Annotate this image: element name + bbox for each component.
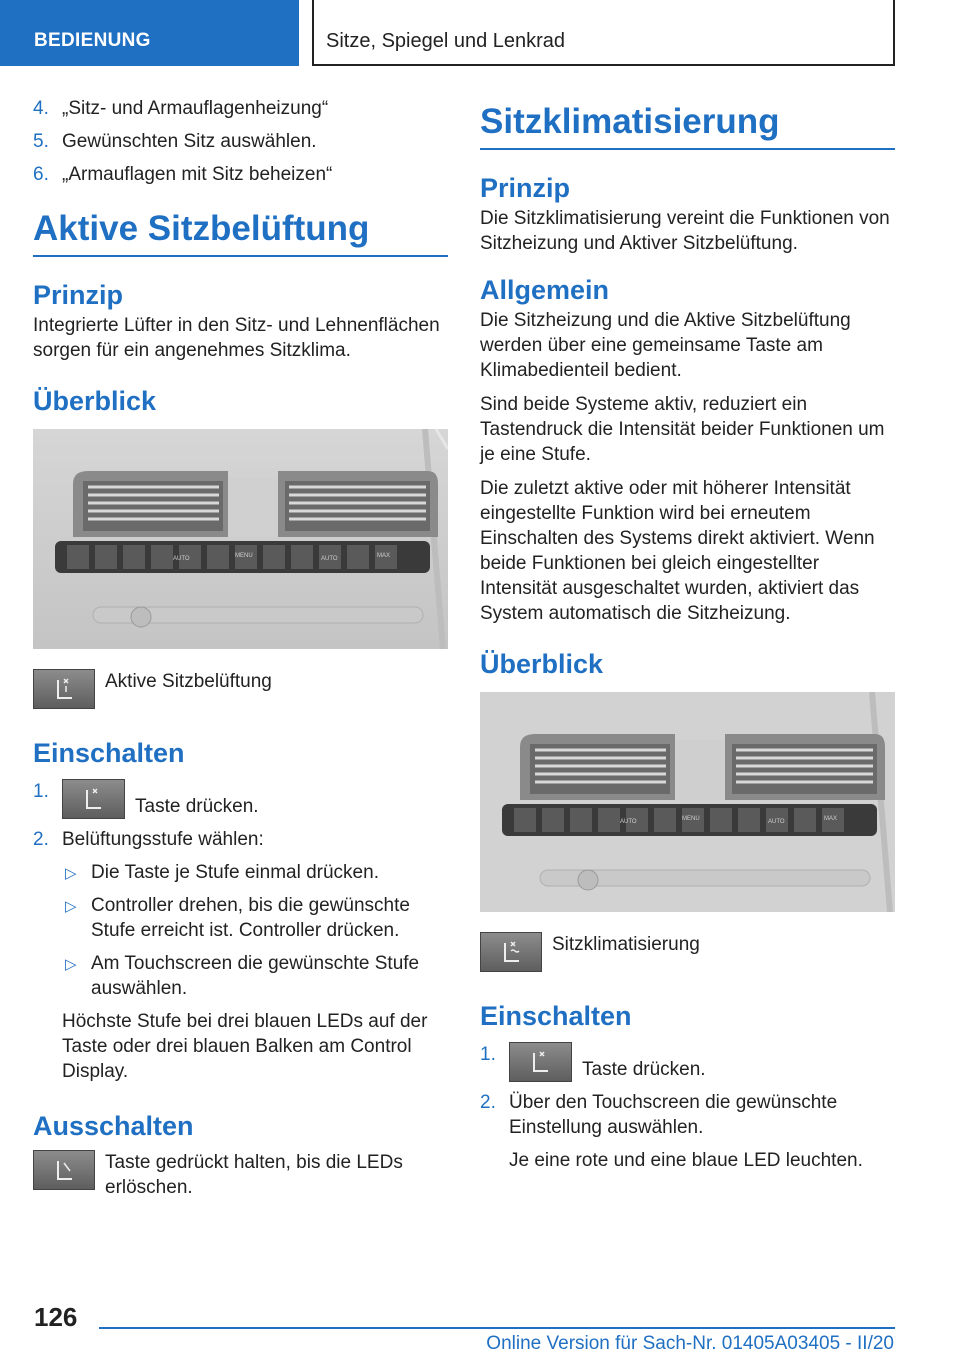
option-item: ▷ Die Taste je Stufe einmal drücken.: [65, 862, 379, 883]
heading-ueberblick: Überblick: [33, 386, 157, 416]
seat-vent-button-icon: [33, 1150, 95, 1190]
climate-panel-illustration: [480, 692, 895, 912]
seat-climate-button-icon: [480, 932, 542, 972]
option-item: ▷ Am Touchscreen die gewünschte Stufe auswählen.: [65, 953, 420, 999]
heading-ueberblick-right: Überblick: [480, 649, 604, 679]
heading-ausschalten: Ausschalten: [33, 1111, 194, 1141]
einschalten-step-2: 2. Belüftungsstufe wählen:: [33, 829, 264, 850]
climate-panel-illustration: [33, 429, 448, 649]
ausschalten-text: Taste gedrückt halten, bis die LEDs erlöschen.: [105, 1152, 403, 1198]
step-6: 6. „Armauflagen mit Sitz beheizen“: [33, 164, 333, 185]
climate-panel-photo-right: [480, 692, 895, 912]
section-tab: [0, 0, 299, 66]
panel-label-menu: MENU: [682, 816, 700, 822]
panel-label-menu: MENU: [235, 553, 253, 559]
allgemein-paragraph: Die zuletzt aktive oder mit höherer Intensität eingestellte Funktion wird bei erneutem Einschalten des Systems direkt aktiviert. Wenn beide Funktionen bei gleich eingestellter Intensität ausgeschaltet wurden, aktiviert das System automatisch die Sitzheizung.: [480, 478, 875, 624]
legend-sitzklimatisierung: [480, 932, 895, 972]
einschalten-steps: [33, 779, 448, 852]
ausschalten-row: [33, 1150, 448, 1200]
einschalten-step-1-right: 1. Taste drücken.: [480, 1044, 706, 1080]
allgemein-paragraph: Die Sitzheizung und die Aktive Sitzbelüftung werden über eine gemeinsame Taste am Klimabedienteil bedient.: [480, 310, 851, 381]
heading-einschalten-right: Einschalten: [480, 1001, 632, 1031]
allgemein-paragraph: Sind beide Systeme aktiv, reduziert ein Tastendruck die Intensität beider Funktionen um je eine Stufe.: [480, 394, 885, 465]
prinzip-text-right: Die Sitzklimatisierung vereint die Funktionen von Sitzheizung und Aktiver Sitzbelüftung.: [480, 208, 890, 254]
seat-climate-button-icon: [509, 1042, 572, 1082]
right-column: [480, 96, 895, 1173]
continued-steps: [33, 96, 448, 187]
option-item: ▷ Controller drehen, bis die gewünschte Stufe erreicht ist. Controller drücken.: [65, 895, 410, 941]
panel-label-auto: AUTO: [173, 556, 190, 562]
panel-label-max: MAX: [824, 816, 838, 822]
legend-sitzbelueftung: [33, 669, 448, 709]
allgemein-text: [480, 308, 895, 626]
heading-einschalten: Einschalten: [33, 738, 185, 768]
seat-vent-button-icon: [33, 669, 95, 709]
einschalten-step-2-right: 2. Über den Touchscreen die gewünschte Einstellung auswählen.: [480, 1092, 838, 1138]
step-4: 4. „Sitz- und Armauflagenheizung“: [33, 98, 329, 119]
climate-panel-photo: [33, 429, 448, 649]
panel-label-auto-2: AUTO: [768, 819, 785, 825]
section-title-sitzbelueftung: Aktive Sitzbelüftung: [33, 209, 448, 257]
page-number: 126: [34, 1302, 78, 1332]
chapter-box: [312, 0, 895, 66]
heading-prinzip-right: Prinzip: [480, 173, 571, 203]
heading-prinzip: Prinzip: [33, 280, 124, 310]
section-label: BEDIENUNG: [34, 30, 151, 51]
legend-label: Aktive Sitzbelüftung: [105, 671, 272, 692]
einschalten-options: [33, 860, 448, 1001]
einschalten-steps-right: [480, 1042, 895, 1140]
heading-allgemein: Allgemein: [480, 275, 610, 305]
einschalten-step-1: 1. Taste drücken.: [33, 781, 259, 817]
led-note-right: Je eine rote und eine blaue LED leuchten.: [509, 1150, 863, 1171]
panel-label-auto: AUTO: [620, 819, 637, 825]
section-title-sitzklimatisierung: Sitzklimatisierung: [480, 102, 895, 150]
panel-label-max: MAX: [377, 553, 391, 559]
step-5: 5. Gewünschten Sitz auswählen.: [33, 131, 317, 152]
left-column: [33, 96, 448, 1200]
chapter-label: Sitze, Spiegel und Lenkrad: [326, 30, 566, 52]
led-note: Höchste Stufe bei drei blauen LEDs auf der Taste oder drei blauen Balken am Control Display.: [62, 1011, 428, 1082]
footer-rule: [99, 1327, 895, 1329]
prinzip-text: Integrierte Lüfter in den Sitz- und Lehnenflächen sorgen für ein angenehmes Sitzklima.: [33, 315, 440, 361]
footer-version: Online Version für Sach-Nr. 01405A03405 - II/20: [486, 1333, 894, 1354]
seat-vent-button-icon: [62, 779, 125, 819]
legend-label-right: Sitzklimatisierung: [552, 934, 700, 955]
panel-label-auto-2: AUTO: [321, 556, 338, 562]
